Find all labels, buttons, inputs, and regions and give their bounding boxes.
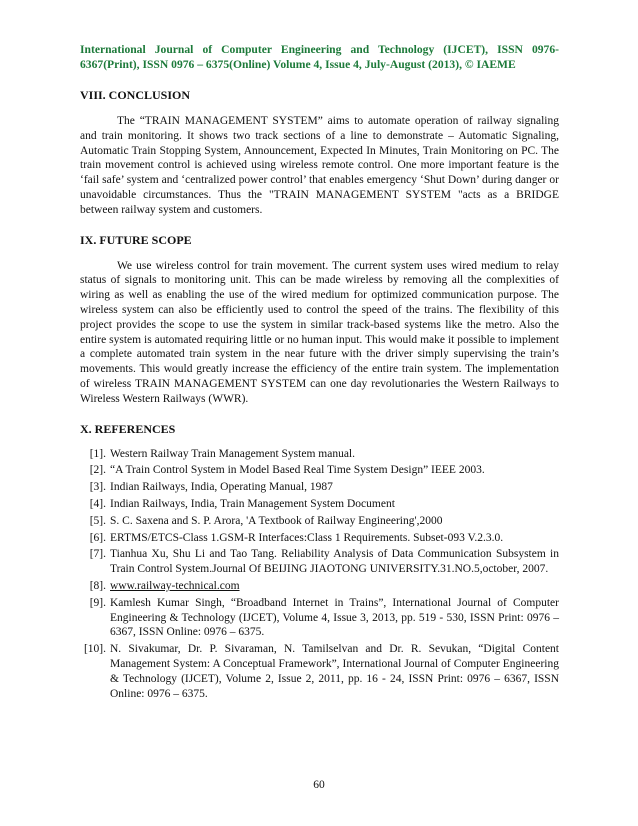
reference-text: S. C. Saxena and S. P. Arora, 'A Textbook of Railway Engineering',2000 [110, 514, 443, 527]
reference-item [80, 531, 559, 546]
reference-item [80, 497, 559, 512]
reference-text: “A Train Control System in Model Based Real Time System Design” IEEE 2003. [110, 464, 485, 477]
reference-item [80, 514, 559, 529]
reference-text: Tianhua Xu, Shu Li and Tao Tang. Reliability Analysis of Data Communication Subsystem in Train Control System.Journal Of BEIJING JIAOTONG UNIVERSITY.31.NO.5,october, 2007. [110, 548, 559, 576]
reference-item [80, 642, 559, 701]
section-title-references: X. REFERENCES [80, 421, 176, 436]
reference-number: [5]. [89, 514, 106, 527]
reference-text: ERTMS/ETCS-Class 1.GSM-R Interfaces:Class 1 Requirements. Subset-093 V.2.3.0. [110, 531, 504, 544]
conclusion-paragraph: The “TRAIN MANAGEMENT SYSTEM” aims to automate operation of railway signaling and train monitoring. It shows two track sections of a line to demonstrate – Automatic Signaling, Automatic Train Stopping System, Announcement, Expected In Minutes, Train Monitoring on PC. The train movement control is achieved using wireless remote control. One more important feature is the ‘fail safe’ system and ‘centralized power control’ that enables emergency ‘Shut Down’ during danger or unavoidable circumstances. Thus the "TRAIN MANAGEMENT SYSTEM "acts as a BRIDGE between railway system and customers. [80, 115, 559, 216]
reference-item [80, 579, 559, 594]
page-number: 60 [313, 779, 325, 791]
reference-number: [1]. [89, 447, 106, 460]
reference-text: N. Sivakumar, Dr. P. Sivaraman, N. Tamilselvan and Dr. R. Sevukan, “Digital Content Management System: A Conceptual Framework”, International Journal of Computer Engineering & Technology (IJCET), Volume 2, Issue 2, 2011, pp. 16 - 24, ISSN Print: 0976 – 6367, ISSN Online: 0976 – 6375. [110, 643, 559, 700]
reference-number: [7]. [89, 548, 106, 561]
reference-number: [8]. [89, 579, 106, 592]
reference-number: [3]. [89, 481, 106, 494]
reference-item [80, 447, 559, 462]
reference-number: [9]. [89, 596, 106, 609]
reference-text: Kamlesh Kumar Singh, “Broadband Internet in Trains”, International Journal of Computer Engineering & Technology (IJCET), Volume 4, Issue 3, 2013, pp. 519 - 530, ISSN Print: 0976 – 6367, ISSN Online: 0976 – 6375. [110, 596, 559, 639]
reference-number: [10]. [83, 643, 106, 656]
reference-item [80, 463, 559, 478]
reference-number: [2]. [89, 464, 106, 477]
reference-text: Indian Railways, India, Operating Manual, 1987 [110, 481, 333, 494]
reference-text: Western Railway Train Management System manual. [110, 447, 356, 460]
reference-number: [6]. [89, 531, 106, 544]
journal-header: International Journal of Computer Engineering and Technology (IJCET), ISSN 0976-6367(Print), ISSN 0976 – 6375(Online) Volume 4, Issue 4, July-August (2013), © IAEME [80, 43, 559, 71]
reference-item [80, 596, 559, 640]
section-title-conclusion: VIII. CONCLUSION [80, 88, 191, 102]
reference-link[interactable]: www.railway-technical.com [110, 579, 240, 592]
reference-text: Indian Railways, India, Train Management System Document [110, 497, 395, 510]
reference-item [80, 547, 559, 577]
reference-item [80, 480, 559, 495]
future-scope-paragraph: We use wireless control for train movement. The current system uses wired medium to relay status of signals to monitoring unit. This can be made wireless by removing all the complexities of wiring as well as enabling the use of the wired medium for optimized communication purpose. The wireless system can also be efficiently used to control the speed of the trains. The flexibility of this project provides the scope to use the system in similar track-based systems like the metro. Also the entire system is automated requiring little or no human input. This would make it possible to implement a complete automated train system in the near future with the driver simply supervising the train’s movements. This would greatly increase the efficiency of the entire train system. The implementation of wireless TRAIN MANAGEMENT SYSTEM can one day revolutionaries the Western Railways to Wireless Western Railways (WWR). [80, 259, 559, 405]
section-title-future-scope: IX. FUTURE SCOPE [80, 232, 192, 247]
reference-list [80, 447, 559, 702]
reference-number: [4]. [89, 497, 106, 510]
